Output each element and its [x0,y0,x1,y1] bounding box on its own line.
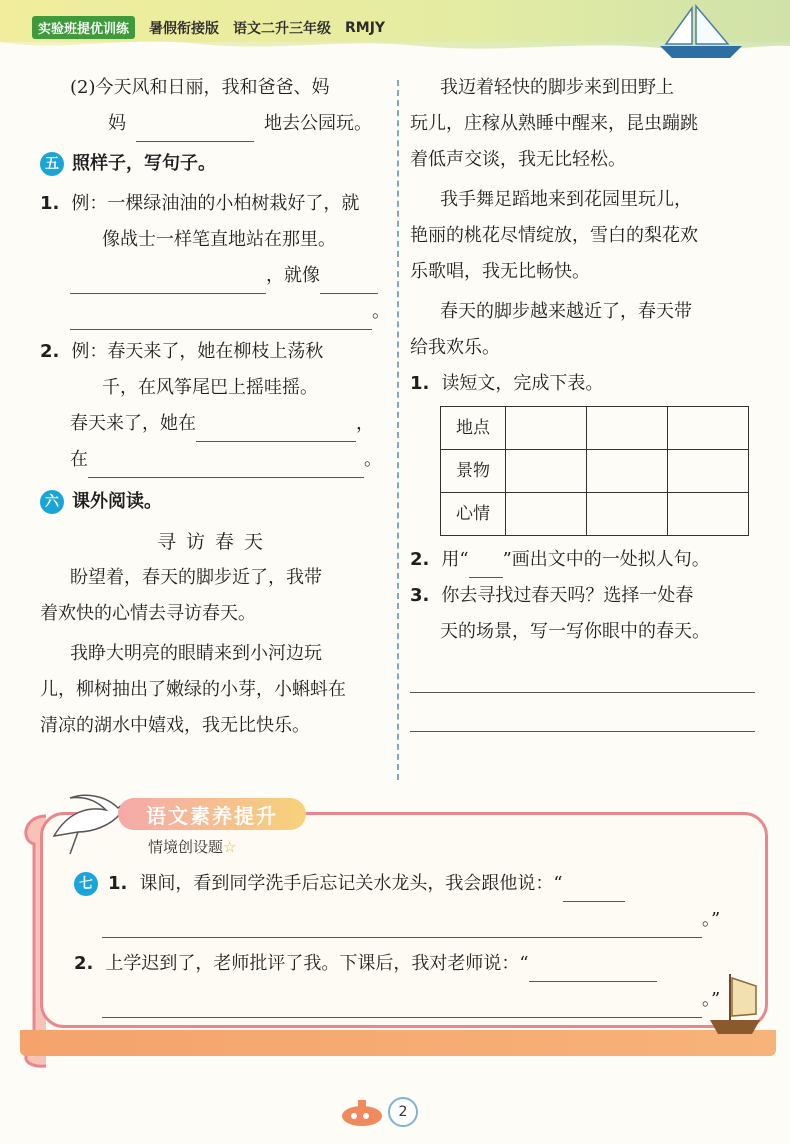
para5-line2: 给我欢乐。 [410,337,500,358]
r2-post: ”画出文中的一处拟人句。 [502,549,710,570]
para2-line3: 清凉的湖水中嬉戏，我无比快乐。 [40,715,310,736]
para1-line2: 着欢快的心情去寻访春天。 [40,603,256,624]
answer-blank[interactable] [196,417,356,442]
q1-example-text1: 例：一棵绿油油的小柏树栽好了，就 [71,193,360,214]
r1-number: 1. [410,373,430,394]
q7-1-text: 课间，看到同学洗手后忘记关水龙头，我会跟他说：“ [139,873,563,894]
q7-2-text: 上学迟到了，老师批评了我。下课后，我对老师说：“ [105,953,529,974]
table-cell[interactable] [506,407,587,450]
answer-line[interactable] [410,658,755,693]
para4-line2: 艳丽的桃花尽情绽放，雪白的梨花欢 [410,225,698,246]
q1-example-line2: 像战士一样笔直地站在那里。 [102,229,336,250]
header-badge: 实验班提优训练 [32,16,135,39]
para2-line1: 我睁大明亮的眼睛来到小河边玩 [70,643,322,664]
q7-1-end: 。” [702,909,721,930]
right-column [410,70,755,732]
section-7-badge: 七 [74,872,98,896]
table-row-label: 地点 [441,407,506,450]
q1-mid-text: ，就像 [266,265,320,286]
q2-answer-line2 [40,442,390,478]
period: 。 [364,449,382,470]
para3-line3: 着低声交谈，我无比轻松。 [410,149,626,170]
q1-number: 1. [40,193,60,214]
table-cell[interactable] [506,450,587,493]
answer-line[interactable] [410,697,755,732]
table-cell[interactable] [668,493,749,536]
para1-line1: 盼望着，春天的脚步近了，我带 [70,567,322,588]
junk-boat-icon [706,972,762,1040]
r3-question-line1 [410,578,755,614]
comma: ， [356,413,374,434]
q7-1-line1 [74,866,744,902]
item2-line2-pre: 妈 [108,113,126,134]
table-cell[interactable] [668,407,749,450]
r2-pre: 用“ [441,549,469,570]
table-row [441,407,749,450]
answer-blank[interactable] [102,993,702,1018]
q1-answer-line1 [40,258,390,294]
para3-line1: 我迈着轻快的脚步来到田野上 [440,77,674,98]
reading-table [440,406,749,536]
answer-blank[interactable] [70,305,372,330]
star-icon: ☆ [223,838,237,856]
q7-2-line1 [74,946,744,982]
r2-question [410,542,755,578]
q2-example-line2: 千，在风筝尾巴上摇哇摇。 [102,377,318,398]
table-cell[interactable] [506,493,587,536]
underline-sample [469,557,503,578]
r3-question-line2: 天的场景，写一写你眼中的春天。 [440,621,710,642]
header-text [32,16,385,39]
sailboat-icon [656,4,746,60]
section-7 [74,866,744,1018]
column-divider [397,80,399,780]
q7-1-line2 [74,902,744,938]
q7-2-line2 [74,982,744,1018]
section-6-badge: 六 [40,490,64,514]
banner-subtitle-text: 情境创设题 [148,838,224,856]
table-row-label: 心情 [441,493,506,536]
q2-example-text1: 例：春天来了，她在柳枝上荡秋 [71,341,324,362]
table-row [441,493,749,536]
page-header [0,0,790,62]
article-title: 寻访春天 [156,531,273,553]
q1-example-line1 [40,186,390,222]
table-cell[interactable] [668,450,749,493]
r3-number: 3. [410,585,430,606]
table-cell[interactable] [587,407,668,450]
r1-question [410,366,755,402]
period: 。 [372,301,390,322]
q1-answer-line2 [40,294,390,330]
q7-2-number: 2. [74,953,94,974]
literacy-banner [118,798,306,856]
para5-line1: 春天的脚步越来越近了，春天带 [440,301,692,322]
answer-blank[interactable] [70,269,266,294]
q2-example-line1 [40,334,390,370]
left-column [40,70,390,744]
answer-blank[interactable] [88,453,364,478]
table-row-label: 景物 [441,450,506,493]
r1-text: 读短文，完成下表。 [441,373,604,394]
para4-line3: 乐歌唱，我无比畅快。 [410,261,590,282]
page-number: 2 [388,1097,418,1127]
q2-answer-pre: 春天来了，她在 [70,413,196,434]
section-6-title: 课外阅读。 [72,491,162,512]
r3-text1: 你去寻找过春天吗？选择一处春 [441,585,694,606]
header-subject: 语文二升三年级 [233,20,332,37]
para4-line1: 我手舞足蹈地来到花园里玩儿， [440,189,692,210]
section-5-title: 照样子，写句子。 [72,153,216,174]
crane-icon [48,792,128,856]
q2-number: 2. [40,341,60,362]
table-cell[interactable] [587,493,668,536]
submarine-icon [338,1094,388,1130]
para2-line2: 儿，柳树抽出了嫩绿的小芽，小蝌蚪在 [40,679,346,700]
r2-number: 2. [410,549,430,570]
header-edition: RMJY [345,19,386,36]
q7-2-end: 。” [702,989,721,1010]
header-series: 暑假衔接版 [149,20,220,37]
para3-line2: 玩儿，庄稼从熟睡中醒来，昆虫蹦跳 [410,113,698,134]
section-5-badge: 五 [40,152,64,176]
banner-title: 语文素养提升 [118,798,306,830]
answer-blank[interactable] [136,117,254,142]
q2-answer-line1 [40,406,390,442]
item2-line2-post: 地去公园玩。 [264,113,372,134]
answer-blank[interactable] [102,913,702,938]
answer-blank[interactable] [563,877,625,902]
table-cell[interactable] [587,450,668,493]
answer-blank[interactable] [320,269,378,294]
section-6-heading [40,484,390,520]
item2-line2 [40,106,390,142]
section-5-heading [40,146,390,182]
q7-1-number: 1. [108,873,128,894]
answer-blank[interactable] [529,957,657,982]
table-row [441,450,749,493]
q2-answer-pre2: 在 [70,449,88,470]
bottom-band [20,1030,776,1056]
item2-line1: (2)今天风和日丽，我和爸爸、妈 [70,77,330,98]
banner-subtitle [148,836,236,857]
